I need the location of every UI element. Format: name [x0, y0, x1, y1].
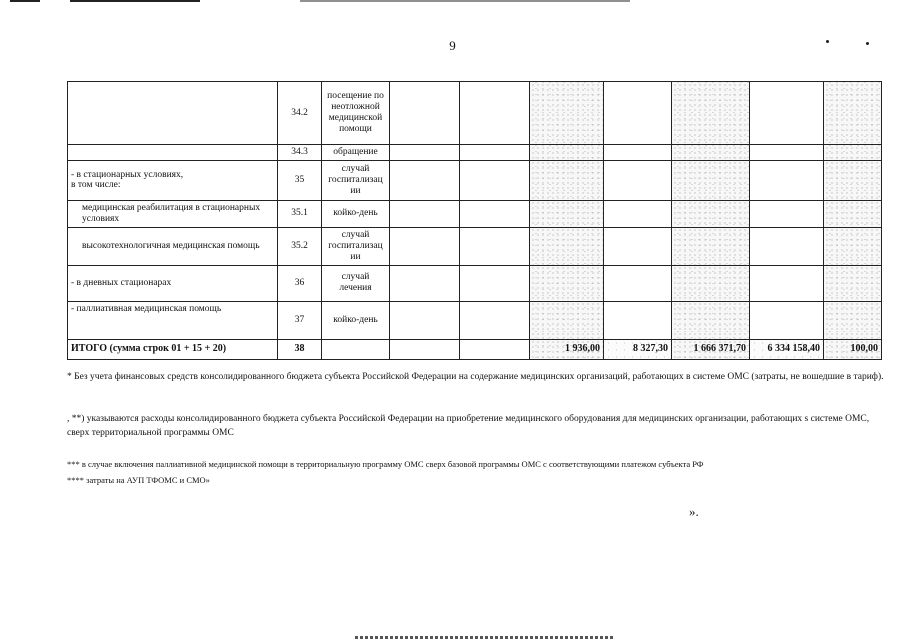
footnote-2: , **) указываются расходы консолидированного бюджета субъекта Российской Федерации на приобретение медицинского оборудования для медицинских организации, работающих s системе ОМС, сверх территориальной программы ОМС: [67, 414, 870, 438]
row-value: [604, 82, 672, 145]
row-value: [672, 301, 750, 339]
row-unit: [322, 339, 390, 359]
table-row: [68, 145, 882, 161]
table-row: [68, 200, 882, 227]
row-name: - паллиативная медицинская помощь: [68, 301, 278, 339]
closing-quote: ».: [689, 504, 699, 519]
row-value: [460, 227, 530, 265]
row-value: 1 666 371,70: [672, 339, 750, 359]
row-value: [460, 339, 530, 359]
row-value: 100,00: [824, 339, 882, 359]
row-value: [530, 200, 604, 227]
row-value: [530, 145, 604, 161]
row-value: [390, 82, 460, 145]
row-value: [604, 301, 672, 339]
row-value: [824, 301, 882, 339]
row-unit: койко-день: [322, 200, 390, 227]
row-code: 36: [278, 265, 322, 301]
row-value: [460, 200, 530, 227]
row-name: [68, 82, 278, 145]
row-value: [750, 82, 824, 145]
row-value: [750, 200, 824, 227]
row-value: [672, 145, 750, 161]
row-value: [604, 145, 672, 161]
row-value: [672, 227, 750, 265]
row-value: [390, 145, 460, 161]
row-value: [390, 227, 460, 265]
row-value: [824, 227, 882, 265]
table-row: [68, 339, 882, 359]
row-value: [604, 160, 672, 200]
page-number: 9: [449, 38, 456, 53]
row-unit: случай госпитализац ии: [322, 227, 390, 265]
table-row: [68, 82, 882, 145]
row-code: 34.2: [278, 82, 322, 145]
row-value: [750, 265, 824, 301]
row-value: [530, 82, 604, 145]
row-value: [530, 227, 604, 265]
row-value: [530, 265, 604, 301]
table-row: [68, 160, 882, 200]
row-value: [604, 227, 672, 265]
row-value: [460, 145, 530, 161]
row-value: [390, 301, 460, 339]
row-name: - в дневных стационарах: [68, 265, 278, 301]
row-code: 38: [278, 339, 322, 359]
row-value: [460, 82, 530, 145]
scan-speck: [826, 40, 829, 43]
row-value: [530, 160, 604, 200]
row-value: [824, 145, 882, 161]
row-value: [750, 145, 824, 161]
row-unit: обращение: [322, 145, 390, 161]
row-value: [750, 301, 824, 339]
row-value: [750, 160, 824, 200]
row-code: 35: [278, 160, 322, 200]
footnote-3: *** в случае включения паллиативной медицинской помощи в территориальную программу ОМС сверх базовой программы ОМС с соответствующими платежом субъекта РФ: [67, 459, 704, 469]
row-value: [824, 200, 882, 227]
table-row: [68, 265, 882, 301]
row-value: [604, 265, 672, 301]
row-value: [824, 82, 882, 145]
row-code: 35.2: [278, 227, 322, 265]
row-value: [604, 200, 672, 227]
row-unit: койко-день: [322, 301, 390, 339]
row-value: [824, 265, 882, 301]
scan-speck: [866, 42, 869, 45]
row-value: [824, 160, 882, 200]
row-unit: случай госпитализац ии: [322, 160, 390, 200]
row-value: [460, 301, 530, 339]
expenses-table: [67, 81, 882, 360]
row-name: ИТОГО (сумма строк 01 + 15 + 20): [68, 339, 278, 359]
footnote-4: **** затраты на АУП ТФОМС и СМО»: [67, 475, 210, 485]
row-code: 37: [278, 301, 322, 339]
row-value: [672, 265, 750, 301]
row-value: [672, 82, 750, 145]
row-code: 34.3: [278, 145, 322, 161]
row-value: [390, 200, 460, 227]
row-value: 1 936,00: [530, 339, 604, 359]
row-name: [68, 145, 278, 161]
row-value: 8 327,30: [604, 339, 672, 359]
row-value: [390, 339, 460, 359]
row-unit: посещение по неотложной медицинской помощи: [322, 82, 390, 145]
table-row: [68, 301, 882, 339]
table-row: [68, 227, 882, 265]
row-value: [390, 265, 460, 301]
footnote-1: * Без учета финансовых средств консолидированного бюджета субъекта Российской Федерации на содержание медицинских организаций, работающих в системе ОМС (затраты, не вошедшие в тариф).: [67, 372, 884, 382]
row-value: [672, 200, 750, 227]
row-unit: случай лечения: [322, 265, 390, 301]
bottom-scan-line: [355, 636, 615, 639]
row-value: 6 334 158,40: [750, 339, 824, 359]
row-value: [460, 160, 530, 200]
row-value: [390, 160, 460, 200]
row-value: [460, 265, 530, 301]
row-value: [672, 160, 750, 200]
row-value: [750, 227, 824, 265]
row-name: медицинская реабилитация в стационарных условиях: [68, 200, 278, 227]
row-name: высокотехнологичная медицинская помощь: [68, 227, 278, 265]
row-code: 35.1: [278, 200, 322, 227]
row-value: [530, 301, 604, 339]
row-name: - в стационарных условиях, в том числе:: [68, 160, 278, 200]
top-scan-line: [0, 0, 905, 6]
